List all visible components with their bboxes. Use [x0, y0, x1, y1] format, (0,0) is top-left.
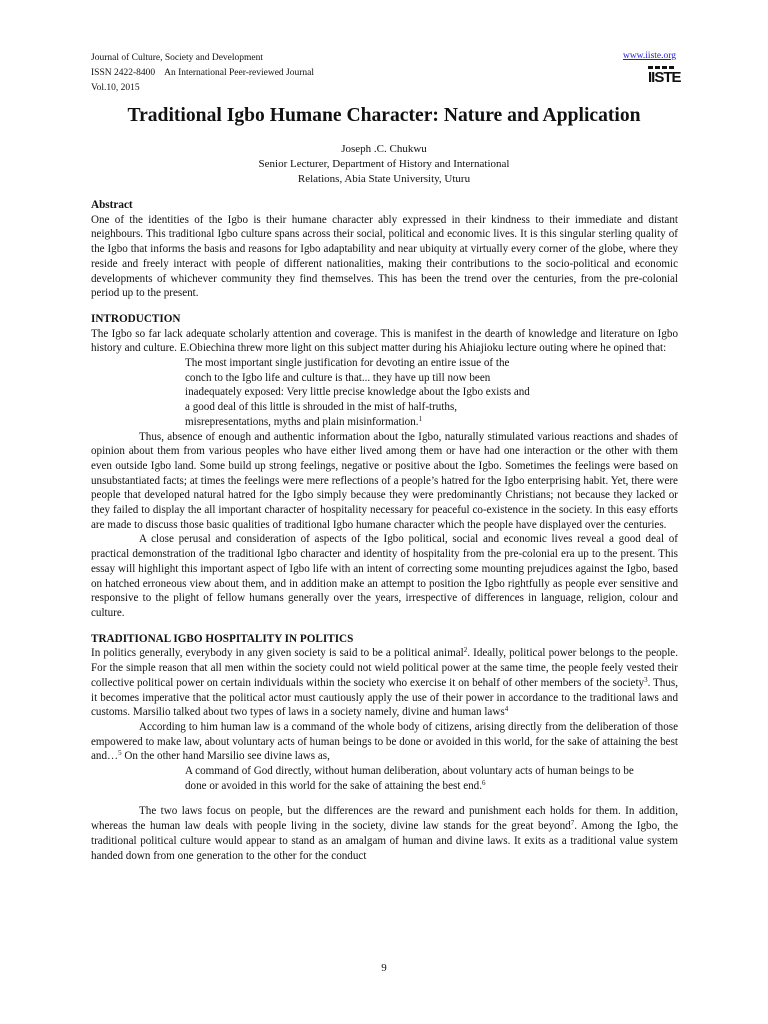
issn-line: ISSN 2422-8400 An International Peer-reviewed Journal — [91, 68, 315, 78]
politics-block-quote — [91, 764, 645, 793]
footnote-ref: 7 — [570, 819, 575, 828]
intro-heading: INTRODUCTION — [91, 312, 181, 325]
politics-paragraph-2 — [91, 720, 678, 764]
logo-text: IISTE — [648, 69, 681, 86]
author-name: Joseph .C. Chukwu — [341, 143, 427, 155]
section-heading-politics: TRADITIONAL IGBO HOSPITALITY IN POLITICS — [91, 632, 354, 645]
volume-line: Vol.10, 2015 — [91, 83, 140, 93]
author-affiliation-2: Relations, Abia State University, Uturu — [297, 173, 471, 185]
politics-paragraph-1 — [91, 646, 678, 720]
intro-paragraph-1: The Igbo so far lack adequate scholarly attention and coverage. This is manifest in the dearth of knowledge and literature on Igbo history and culture. E.Obiechina threw more light on this subject matter during his Ahiajioku lecture outing where he opined that: — [91, 327, 678, 355]
text-run: According to him human law is a command of the whole body of citizens, arising directly from the deliberation of those empowered to make law, about voluntary acts of human beings to be done or avoided in this world, for the sake of attaining the best and… — [91, 720, 678, 763]
paper-title: Traditional Igbo Humane Character: Nature and Application — [127, 105, 641, 126]
page-number: 9 — [381, 962, 387, 974]
intro-quote-text: The most important single justification for devoting an entire issue of the conch to the Igbo life and culture is that... they have up till now been inadequately exposed: Very little precise knowledge about the Igbo exists and a good deal of this little is shrouded in the mist of half-truths, misrepresentations, myths and plain misinformation. — [185, 357, 530, 428]
politics-paragraph-3 — [91, 804, 678, 863]
footnote-ref: 1 — [418, 414, 423, 423]
text-run: . Thus, it becomes imperative that the political actor must cautiously apply the use of their power in accordance to the traditional laws and customs. Marsilio talked about two types of laws in a society namely, divine and human laws — [91, 676, 678, 719]
intro-paragraph-2: Thus, absence of enough and authentic information about the Igbo, naturally stimulated various reactions and shades of opinion about them from various peoples who have either lived among them or have had one interaction or the other with them even outside Igbo land. Some build up strong feelings, negative or positive about the Igbo. Sometimes the feelings were based on unsubstantiated facts; at times the feelings were mere reflections of a people’s hatred for the Igbo enterprising habit. Yet, there were people that developed natural hatred for the Igbo simply because they were predominantly Christians; not because they lacked or they failed to display the all important character of hospitality necessary for peaceful co-existence in the society. In this easy efforts are made to discuss those basic qualities of traditional Igbo humane character which the people have displayed over the centuries. — [91, 430, 678, 531]
author-affiliation-1: Senior Lecturer, Department of History and International — [258, 158, 510, 170]
footnote-ref: 3 — [644, 675, 648, 684]
abstract-heading: Abstract — [91, 199, 133, 211]
abstract-text: One of the identities of the Igbo is their humane character ably expressed in their kindness to their immediate and distant neighbours. This traditional Igbo culture spans across their social, political and economic lives. It is this singular sterling quality of the Igbo that informs the basis and reasons for Igbo adaptability and near ubiquity at virtually every corner of the globe, where they reside and freely interact with people of different nationalities, making their contributions to the socio-political and economic developments of whichever community they find themselves. This has been the trend over the centuries, from the pre-colonial period up to the present. — [91, 213, 678, 300]
footnote-ref: 2 — [463, 646, 468, 655]
footnote-ref: 4 — [504, 705, 509, 714]
paper-body — [91, 198, 678, 863]
iiste-logo — [648, 66, 681, 90]
intro-block-quote — [91, 356, 530, 430]
footnote-ref: 5 — [118, 749, 122, 758]
text-run: In politics generally, everybody in any given society is said to be a political animal — [91, 647, 464, 660]
text-run: . Among the Igbo, the traditional political culture would appear to stand as an amalgam of human and divine laws. It exits as a traditional value system handed down from one generation to the other for the conduct — [91, 820, 678, 862]
text-run: . Ideally, political power belongs to the people. For the simple reason that all men within the society could not wield political power at the same time, the people feely vested their collective political power on certain individuals within the society who exercise it on behalf of other members of the society — [91, 647, 678, 689]
footnote-ref: 6 — [482, 778, 486, 787]
intro-paragraph-3: A close perusal and consideration of aspects of the Igbo political, social and economic lives reveal a good deal of practical demonstration of the traditional Igbo character and identity of hospitality from the pre-colonial era up to the present. This essay will highlight this important aspect of Igbo life with an intent of correcting some mounting prejudices against the Igbo, based on hatched erroneous view about them, and in addition make an attempt to position the Igbo rightfully as people ever sensitive and responsive to the plight of fellow humans generally over the years, irrespective of differences in language, religion, colour and culture. — [91, 533, 678, 619]
politics-quote-text: A command of God directly, without human deliberation, about voluntary acts of human beings to be done or avoided in this world for the sake of attaining the best end. — [185, 765, 634, 792]
journal-url-link[interactable]: www.iiste.org — [622, 51, 676, 61]
author-block — [0, 142, 768, 187]
text-run: On the other hand Marsilio see divine laws as, — [121, 750, 330, 763]
journal-name: Journal of Culture, Society and Development — [91, 53, 264, 63]
text-run: The two laws focus on people, but the differences are the reward and punishment each holds for them. In addition, whereas the human law deals with people living in the society, divine law stands for the great beyond — [91, 805, 678, 833]
running-header — [91, 51, 314, 96]
